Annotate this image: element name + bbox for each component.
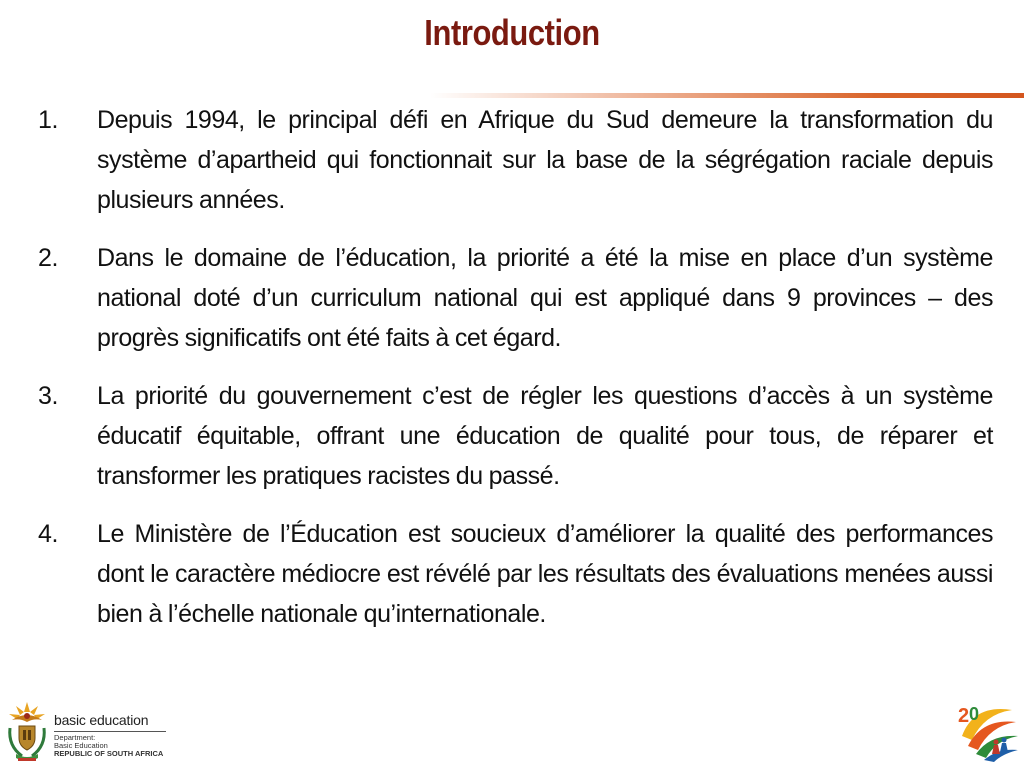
list-item-text: Dans le domaine de l’éducation, la priorité a été la mise en place d’un système national doté d’un curriculum national qui est appliqué dans 9 provinces – des progrès significatifs ont été faits à cet égard. (97, 244, 993, 352)
list-item-number: 3. (38, 382, 58, 410)
list-item-text: La priorité du gouvernement c’est de régler les questions d’accès à un système éducatif équitable, offrant une éducation de qualité pour tous, de réparer et transformer les pratiques racistes du passé. (97, 382, 993, 490)
list-item-text: Depuis 1994, le principal défi en Afrique du Sud demeure la transformation du système d’apartheid qui fonctionnait sur la base de la ségrégation raciale depuis plusieurs années. (97, 106, 993, 214)
list-item-number: 2. (38, 244, 58, 272)
svg-text:2: 2 (958, 705, 970, 727)
department-label: Department: (54, 733, 96, 742)
list-item (38, 100, 993, 220)
list-item (38, 514, 993, 634)
title-divider (430, 93, 1024, 98)
department-logo (4, 698, 174, 764)
list-item-text: Le Ministère de l’Éducation est soucieux d’améliorer la qualité des performances dont le caractère médiocre est révélé par les résultats des évaluations menées aussi bien à l’échelle nationale qu’internationale. (97, 520, 993, 628)
twenty-years-of-freedom-logo (954, 696, 1020, 764)
brand-divider (54, 731, 166, 732)
country-name: REPUBLIC OF SOUTH AFRICA (54, 749, 164, 758)
list-item (38, 376, 993, 496)
list-item-number: 4. (38, 520, 58, 548)
brand-name: basic education (54, 712, 149, 728)
slide-title: Introduction (424, 12, 600, 53)
numbered-list (38, 100, 993, 652)
list-item (38, 238, 993, 358)
svg-text:0: 0 (969, 704, 980, 724)
coat-of-arms-icon (4, 698, 50, 762)
list-item-number: 1. (38, 106, 58, 134)
department-name: Basic Education (54, 741, 108, 750)
